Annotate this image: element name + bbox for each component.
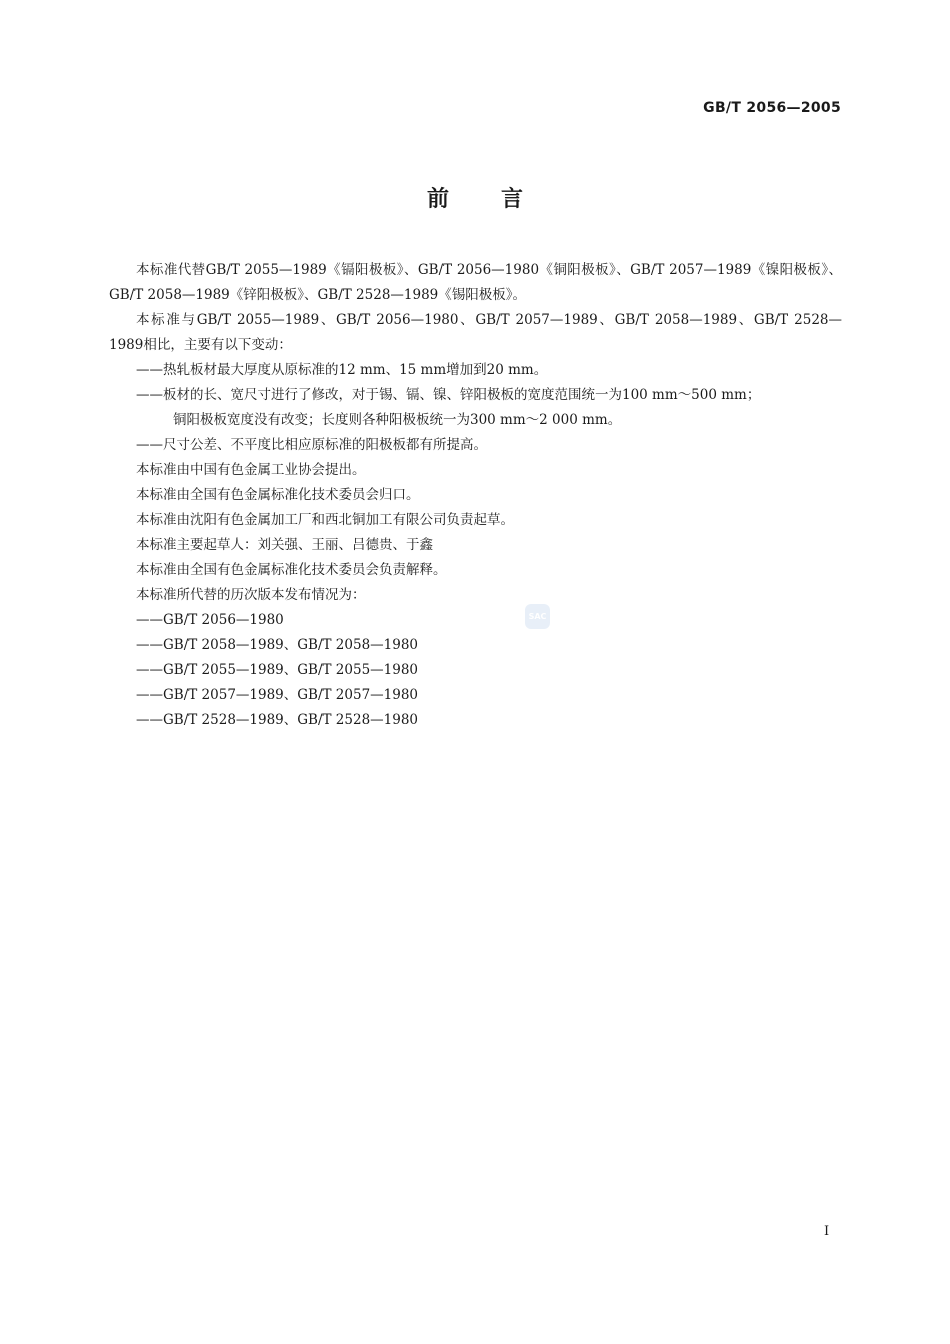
paragraph-history-intro: 本标准所代替的历次版本发布情况为： bbox=[136, 587, 366, 603]
change-item-thickness: ——热轧板材最大厚度从原标准的12 mm、15 mm增加到20 mm。 bbox=[136, 362, 548, 378]
version-item: ——GB/T 2055—1989、GB/T 2055—1980 bbox=[136, 662, 419, 678]
paragraph-drafted-by: 本标准由沈阳有色金属加工厂和西北铜加工有限公司负责起草。 bbox=[136, 512, 514, 528]
version-item: ——GB/T 2528—1989、GB/T 2528—1980 bbox=[136, 712, 419, 728]
paragraph-proposed-by: 本标准由中国有色金属工业协会提出。 bbox=[136, 462, 366, 478]
change-item-tolerance: ——尺寸公差、不平度比相应原标准的阳极板都有所提高。 bbox=[136, 437, 487, 453]
version-item: ——GB/T 2057—1989、GB/T 2057—1980 bbox=[136, 687, 419, 703]
page-title: 前言 bbox=[426, 186, 575, 212]
sac-watermark-logo: SAC bbox=[525, 604, 550, 629]
paragraph-centralized-by: 本标准由全国有色金属标准化技术委员会归口。 bbox=[136, 487, 420, 503]
version-item: ——GB/T 2056—1980 bbox=[136, 612, 284, 628]
version-item: ——GB/T 2058—1989、GB/T 2058—1980 bbox=[136, 637, 419, 653]
paragraph-interpreted-by: 本标准由全国有色金属标准化技术委员会负责解释。 bbox=[136, 562, 447, 578]
paragraph-replaces: 本标准代替GB/T 2055—1989《镉阳极板》、GB/T 2056—1980《铜阳极板》、GB/T 2057—1989《镍阳极板》、GB/T 2058—1989《锌阳极板》、GB/T 2528—1989《锡阳极板》。 bbox=[109, 262, 842, 303]
paragraph-drafters: 本标准主要起草人：刘关强、王丽、吕德贵、于鑫 bbox=[136, 537, 433, 553]
page-number: I bbox=[824, 1224, 830, 1239]
foreword-body bbox=[109, 258, 842, 733]
change-item-dimensions-line1: ——板材的长、宽尺寸进行了修改，对于锡、镉、镍、锌阳极板的宽度范围统一为100 mm～500 mm； bbox=[136, 387, 761, 403]
change-item-dimensions bbox=[109, 383, 842, 433]
change-item-dimensions-line2: 铜阳极板宽度没有改变；长度则各种阳极板统一为300 mm～2 000 mm。 bbox=[173, 412, 622, 428]
paragraph-changes-intro: 本标准与GB/T 2055—1989、GB/T 2056—1980、GB/T 2057—1989、GB/T 2058—1989、GB/T 2528—1989相比，主要有以下变动： bbox=[109, 312, 842, 353]
standard-code: GB/T 2056—2005 bbox=[703, 100, 841, 116]
